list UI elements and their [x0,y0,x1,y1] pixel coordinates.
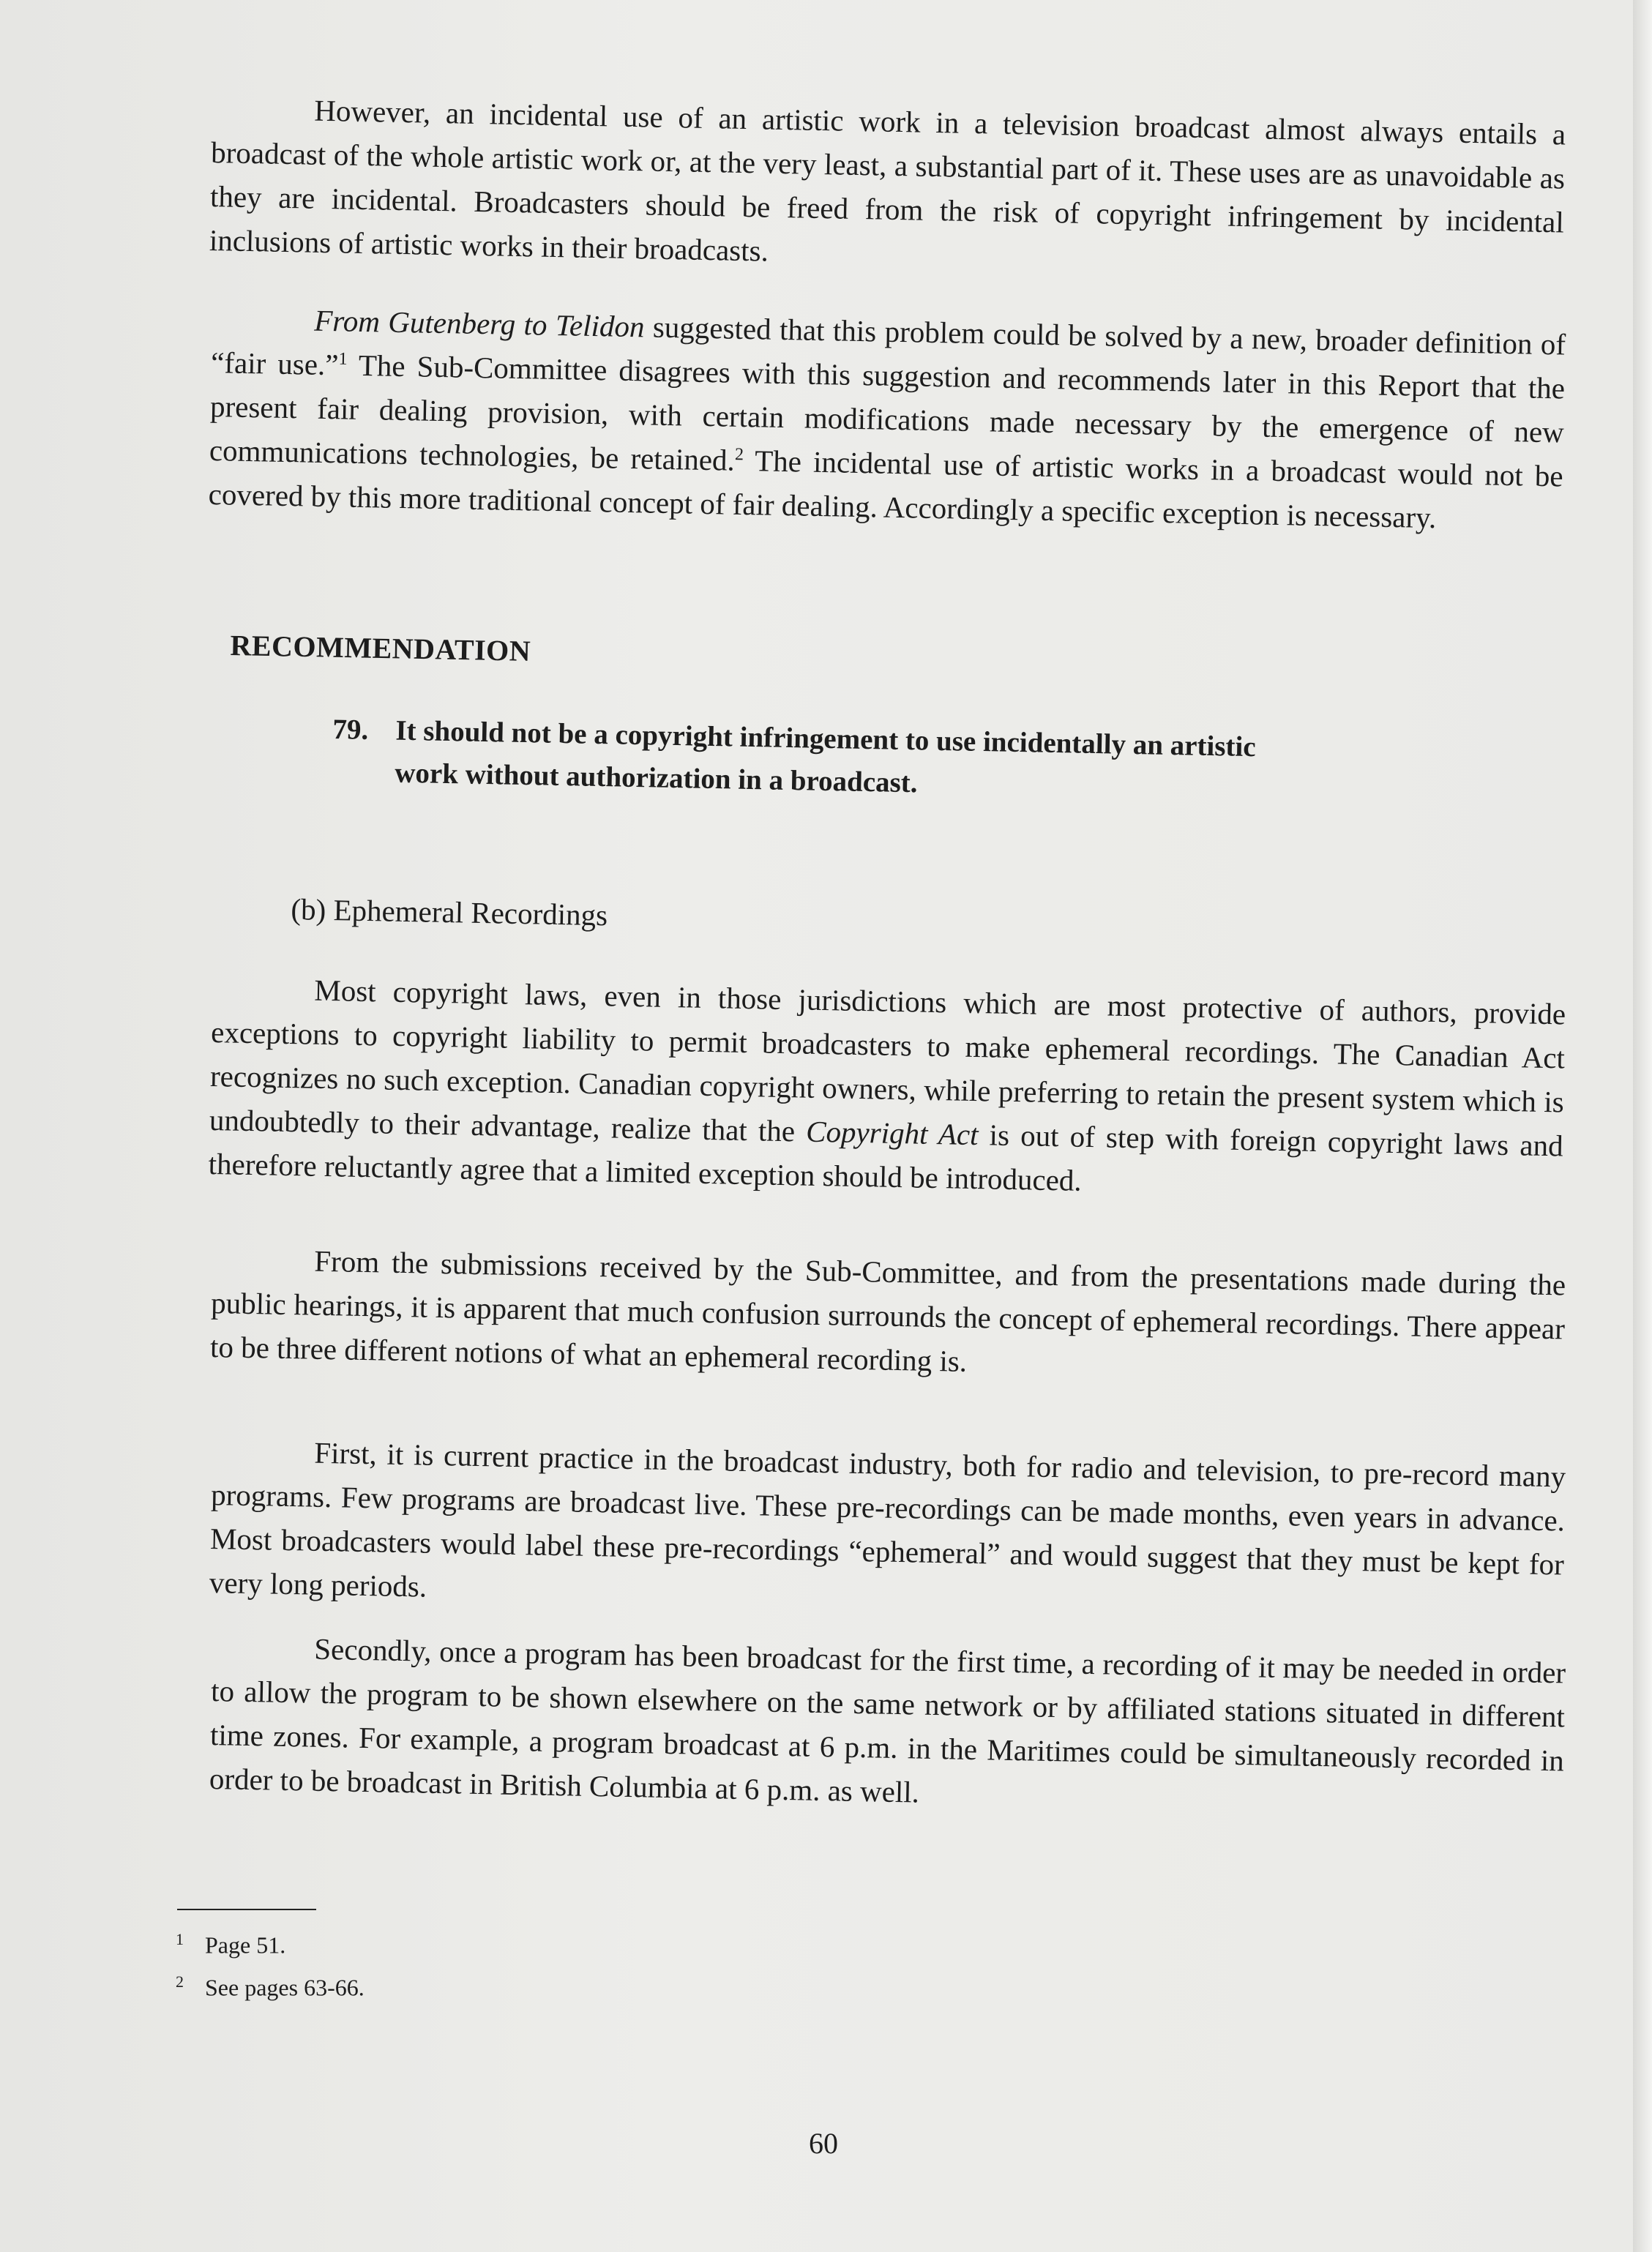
paragraph-5-text: First, it is current practice in the broadcast industry, both for radio and television, to pre-record many programs. Few programs are broadcast live. These pre-recordings can be made months, even years in advance. Most broadcasters would label these pre-recordings “ephemeral” and would suggest that they must be kept for very long periods. [209,1435,1566,1604]
paragraph-2-text [208,296,1566,542]
footnotes [176,1921,365,2005]
recommendation-heading: RECOMMENDATION [230,628,531,667]
paragraph-2-part-3: The incidental use of artistic works in a broadcast would not be covered by this more traditional concept of fair dealing. Accordingly a specific exception is necessary. [208,443,1564,535]
paragraph-gutenberg [208,296,1566,542]
paragraph-3-text [208,966,1566,1211]
paragraph-3-part-2: is out of step with foreign copyright laws and therefore reluctantly agree that a limited exception should be introduced. [208,1118,1564,1197]
recommendation-text-1: It should not be a copyright infringement to use incidentally an artistic [395,714,1257,763]
footnote-2-text: See pages 63-66. [205,1974,365,2001]
ephemeral-recordings-subheading: (b) Ephemeral Recordings [291,891,608,932]
footnote-rule [177,1909,316,1910]
paragraph-secondly [209,1625,1566,1826]
paragraph-2-part-1: suggested that this problem could be solved by a new, broader definition of “fair use.” [210,310,1566,382]
recommendation-text-2: work without authorization in a broadcast. [394,757,918,799]
footnote-ref-1: 1 [338,349,348,369]
footnote-2-mark: 2 [176,1972,184,1991]
footnote-1-mark: 1 [176,1930,184,1948]
book-title: From Gutenberg to Telidon [313,303,645,344]
recommendation-number: 79. [332,713,369,746]
paragraph-6-text: Secondly, once a program has been broadcast for the first time, a recording of it may be needed in order to allow the program to be shown elsewhere on the same network or by affiliated stations situated in different time zones. For example, a program broadcast at 6 p.m. in the Maritimes could be simultaneously recorded in order to be broadcast in British Columbia at 6 p.m. as well. [209,1631,1566,1809]
paragraph-copyright-laws [208,966,1566,1211]
paragraph-4-text: From the submissions received by the Sub-Committee, and from the presentations made during the public hearings, it is apparent that much confusion surrounds the concept of ephemeral recordings. There appear to be three different notions of what an ephemeral recording is. [209,1243,1566,1378]
page-number: 60 [809,2127,838,2160]
recommendation-79 [332,708,1431,815]
page-edge [1633,0,1652,2252]
paragraph-3-part-1: Most copyright laws, even in those jurisdictions which are most protective of authors, provide exceptions to copyright liability to permit broadcasters to make ephemeral recordings. The Canadian Act recognizes no such exception. Canadian copyright owners, while preferring to retain the present system which is undoubtedly to their advantage, realize that the [209,973,1566,1148]
paragraph-submissions [210,1237,1566,1394]
paragraph-1-text: However, an incidental use of an artistic work in a television broadcast almost always entails a broadcast of the whole artistic work or, at the very least, a substantial part of it. These uses are as unavoidable as they are incidental. Broadcasters should be freed from the risk of copyright infringement by incidental inclusions of artistic works in their broadcasts. [209,93,1566,268]
footnote-1 [176,1921,365,1964]
footnote-2 [176,1964,365,2006]
paragraph-artistic-use [209,86,1566,288]
act-title: Copyright Act [805,1114,979,1152]
footnote-1-text: Page 51. [205,1931,286,1959]
paragraph-first [209,1429,1566,1630]
paragraph-2-part-2: The Sub-Committee disagrees with this suggestion and recommends later in this Report that the present fair dealing provision, with certain modifications made necessary by the emergence of new communications technologies, be retained. [209,348,1566,477]
footnote-ref-2: 2 [734,445,744,465]
